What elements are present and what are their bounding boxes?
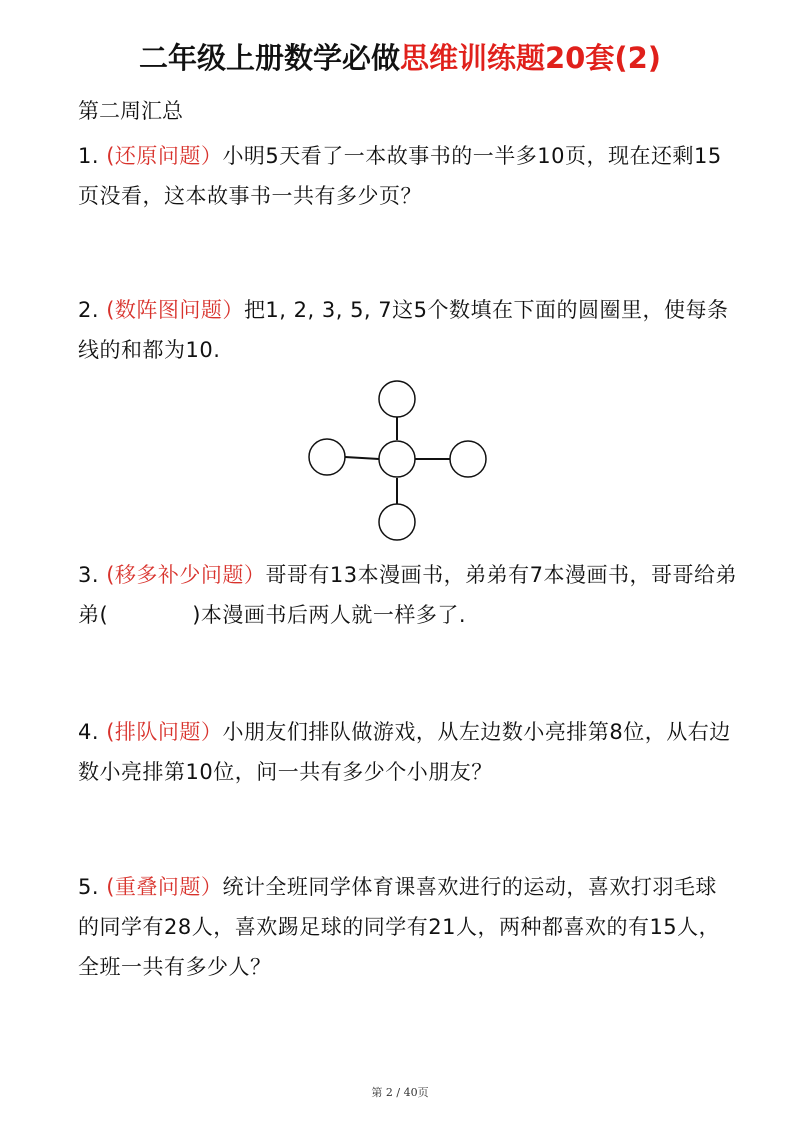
question-3-text-before: 哥哥有13本漫画书，弟弟有7本漫画书，哥哥给弟弟( (78, 563, 738, 627)
week-label: 第二周汇总 (78, 99, 183, 123)
question-2-tag: (数阵图问题） (106, 298, 244, 322)
question-5-text: 统计全班同学体育课喜欢进行的运动，喜欢打羽毛球的同学有28人，喜欢踢足球的同学有21人，两种都喜欢的有15人，全班一共有多少人？ (78, 875, 721, 979)
question-3 (78, 555, 738, 635)
question-2 (78, 290, 738, 370)
circle-right (450, 441, 486, 477)
circle-top (379, 381, 415, 417)
question-1-number: 1. (78, 144, 100, 168)
line-left (345, 457, 379, 459)
page-number: 第 2 / 40页 (371, 1086, 429, 1099)
question-4 (78, 712, 738, 792)
question-2-text: 把1, 2, 3, 5, 7这5个数填在下面的圆圈里，使每条线的和都为10. (78, 298, 729, 362)
question-3-tag: (移多补少问题） (106, 563, 266, 587)
question-4-text: 小朋友们排队做游戏，从左边数小亮排第8位，从右边数小亮排第10位，问一共有多少个小朋友？ (78, 720, 731, 784)
question-5-tag: (重叠问题） (106, 875, 223, 899)
title-black-part: 二年级上册数学必做 (138, 41, 400, 75)
question-1-text: 小明5天看了一本故事书的一半多10页，现在还剩15页没看，这本故事书一共有多少页？ (78, 144, 722, 208)
question-3-number: 3. (78, 563, 100, 587)
question-4-number: 4. (78, 720, 100, 744)
page-title (0, 38, 800, 78)
question-5 (78, 867, 738, 987)
question-5-number: 5. (78, 875, 100, 899)
circle-bottom (379, 504, 415, 540)
question-4-tag: (排队问题） (106, 720, 223, 744)
circle-left (309, 439, 345, 475)
question-1-tag: (还原问题） (106, 144, 223, 168)
question-1 (78, 136, 738, 216)
circle-center (379, 441, 415, 477)
question-3-text-after: )本漫画书后两人就一样多了. (192, 603, 467, 627)
title-red-part: 思维训练题20套(2) (399, 41, 662, 75)
number-array-diagram (300, 380, 500, 550)
question-2-number: 2. (78, 298, 100, 322)
